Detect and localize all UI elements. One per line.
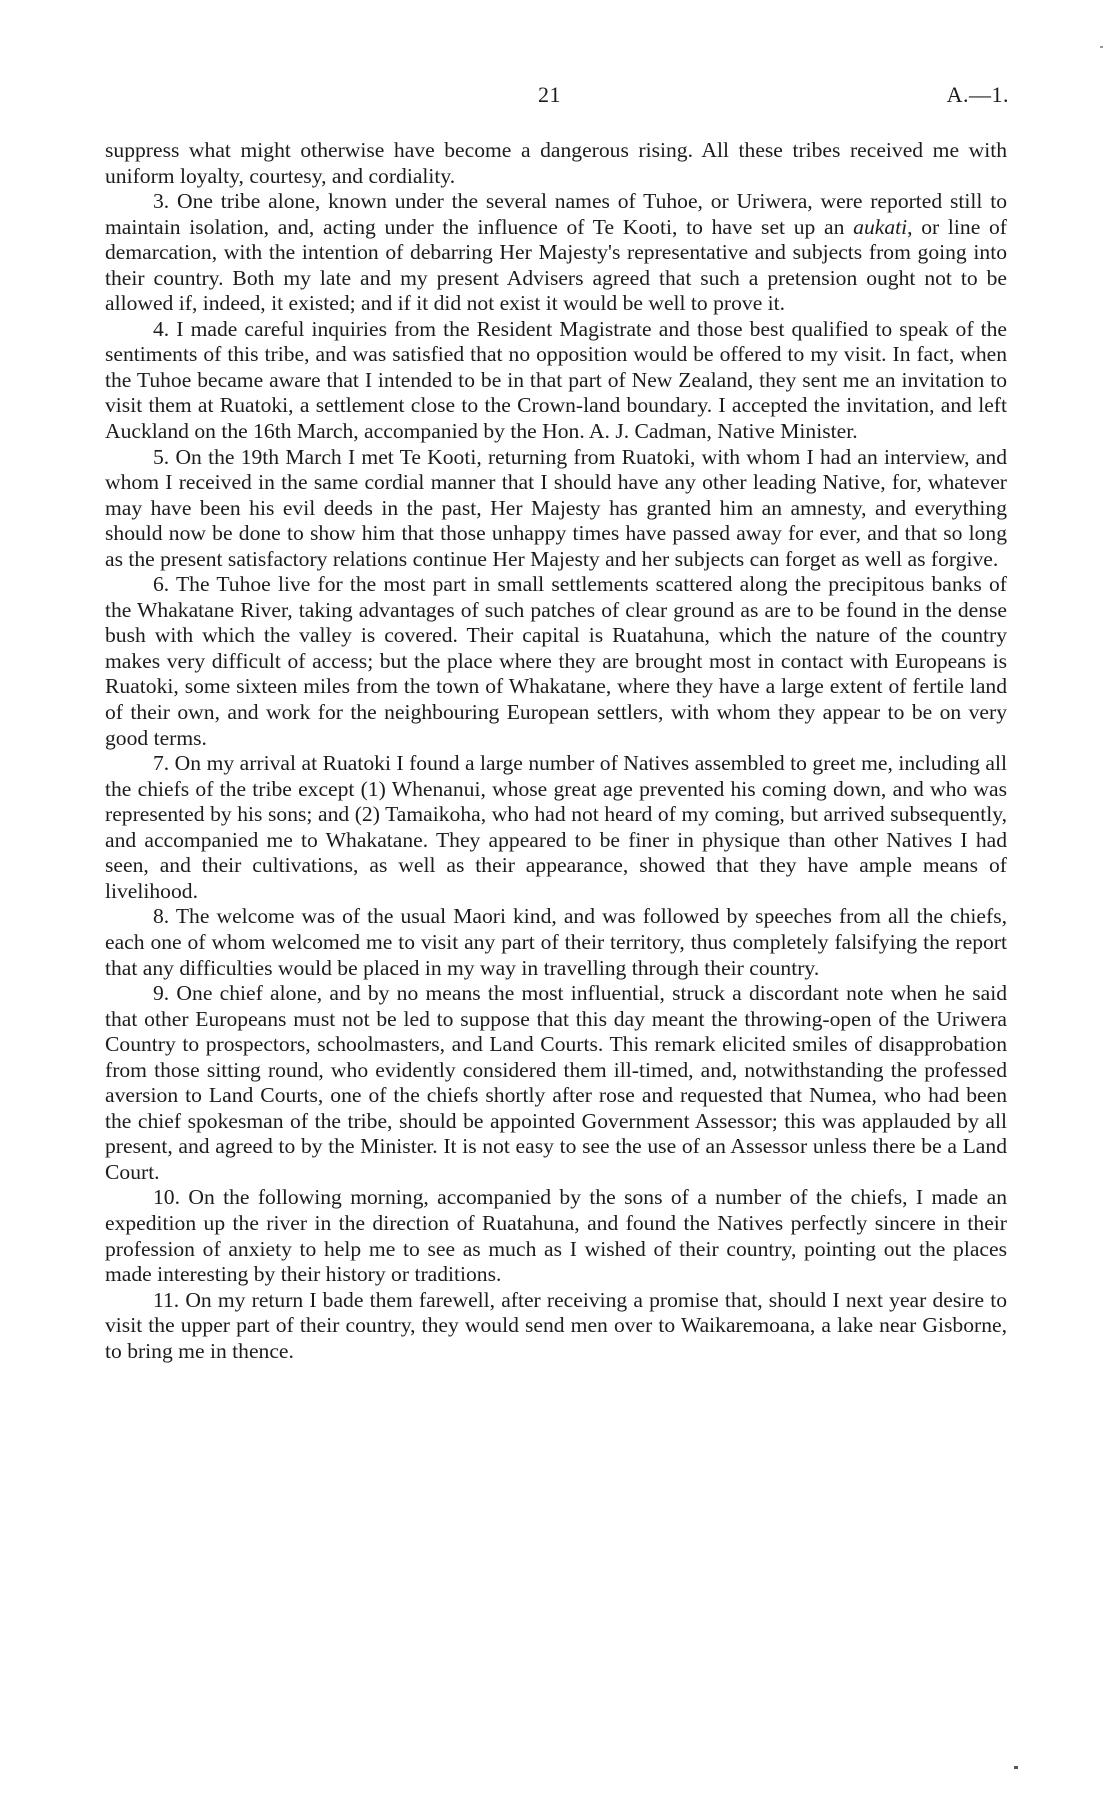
paragraph-3: 3. One tribe alone, known under the several names of Tuhoe, or Uriwera, were reported still to maintain isolation, and, acting under the influence of Te Kooti, to have set up an aukati, or line of demarcation, with the intention of debarring Her Majesty's representative and subjects from going into their country. Both my late and my present Advisers agreed that such a pretension ought not to be allowed if, indeed, it existed; and if it did not exist it would be well to prove it. [105, 189, 1008, 316]
scan-speck [1100, 46, 1103, 48]
page-number: 21 [538, 82, 561, 107]
paragraph-4: 4. I made careful inquiries from the Resident Magistrate and those best qualified to speak of the sentiments of this tribe, and was satisfied that no opposition would be offered to my visit. In fact, when the Tuhoe became aware that I intended to be in that part of New Zealand, they sent me an invitation to visit them at Ruatoki, a settlement close to the Crown-land boundary. I accepted the invitation, and left Auckland on the 16th March, accompanied by the Hon. A. J. Cadman, Native Minister. [105, 316, 1007, 444]
paragraph-7: 7. On my arrival at Ruatoki I found a large number of Natives assembled to greet me, including all the chiefs of the tribe except (1) Whenanui, whose great age prevented his coming down, and who was represented by his sons; and (2) Tamaikoha, who had not heard of my coming, but arrived subsequently, and accompanied me to Whakatane. They appeared to be finer in physique than other Natives I had seen, and their cultivations, as well as their appearance, showed that they have ample means of livelihood. [105, 751, 1007, 903]
italic-term: aukati [853, 214, 908, 239]
paragraph-8: 8. The welcome was of the usual Maori kind, and was followed by speeches from all the chiefs, each one of whom welcomed me to visit any part of their territory, thus completely falsifying the report that any difficulties would be placed in my way in travelling through their country. [105, 904, 1007, 980]
paragraph-9: 9. One chief alone, and by no means the most influential, struck a discordant note when he said that other Europeans must not be led to suppose that this day meant the throwing-open of the Uriwera Country to prospectors, schoolmasters, and Land Courts. This remark elicited smiles of disapprobation from those sitting round, who evidently considered them ill-timed, and, notwithstanding the professed aversion to Land Courts, one of the chiefs shortly after rose and requested that Numea, who had been the chief spokesman of the tribe, should be appointed Government Assessor; this was applauded by all present, and agreed to by the Minister. It is not easy to see the use of an Assessor unless there be a Land Court. [105, 981, 1007, 1184]
paragraph-6: 6. The Tuhoe live for the most part in small settlements scattered along the precipitous banks of the Whakatane River, taking advantages of such patches of clear ground as are to be found in the dense bush with which the valley is covered. Their capital is Ruatahuna, which the nature of the country makes very difficult of access; but the place where they are brought most in contact with Europeans is Ruatoki, some sixteen miles from the town of Whakatane, where they have a large extent of fertile land of their own, and work for the neighbouring European settlers, with whom they appear to be on very good terms. [105, 572, 1007, 750]
body-text [105, 138, 1007, 1364]
paragraph-11: 11. On my return I bade them farewell, after receiving a promise that, should I next year desire to visit the upper part of their country, they would send men over to Waikaremoana, a lake near Gisborne, to bring me in thence. [105, 1287, 1007, 1363]
paragraph-continuation: suppress what might otherwise have become a dangerous rising. All these tribes received me with uniform loyalty, courtesy, and cordiality. [105, 138, 1007, 188]
document-reference: A.—1. [946, 82, 1009, 107]
paragraph-5: 5. On the 19th March I met Te Kooti, returning from Ruatoki, with whom I had an interview, and whom I received in the same cordial manner that I should have any other leading Native, for, whatever may have been his evil deeds in the past, Her Majesty has granted him an amnesty, and everything should now be done to show him that those unhappy times have passed away for ever, and that so long as the present satisfactory relations continue Her Majesty and her subjects can forget as well as forgive. [105, 444, 1007, 571]
page-header [0, 82, 1114, 116]
paragraph-10: 10. On the following morning, accompanied by the sons of a number of the chiefs, I made an expedition up the river in the direction of Ruatahuna, and found the Natives perfectly sincere in their profession of anxiety to help me to see as much as I wished of their country, pointing out the places made interesting by their history or traditions. [105, 1185, 1007, 1287]
scan-speck [1014, 1766, 1018, 1769]
